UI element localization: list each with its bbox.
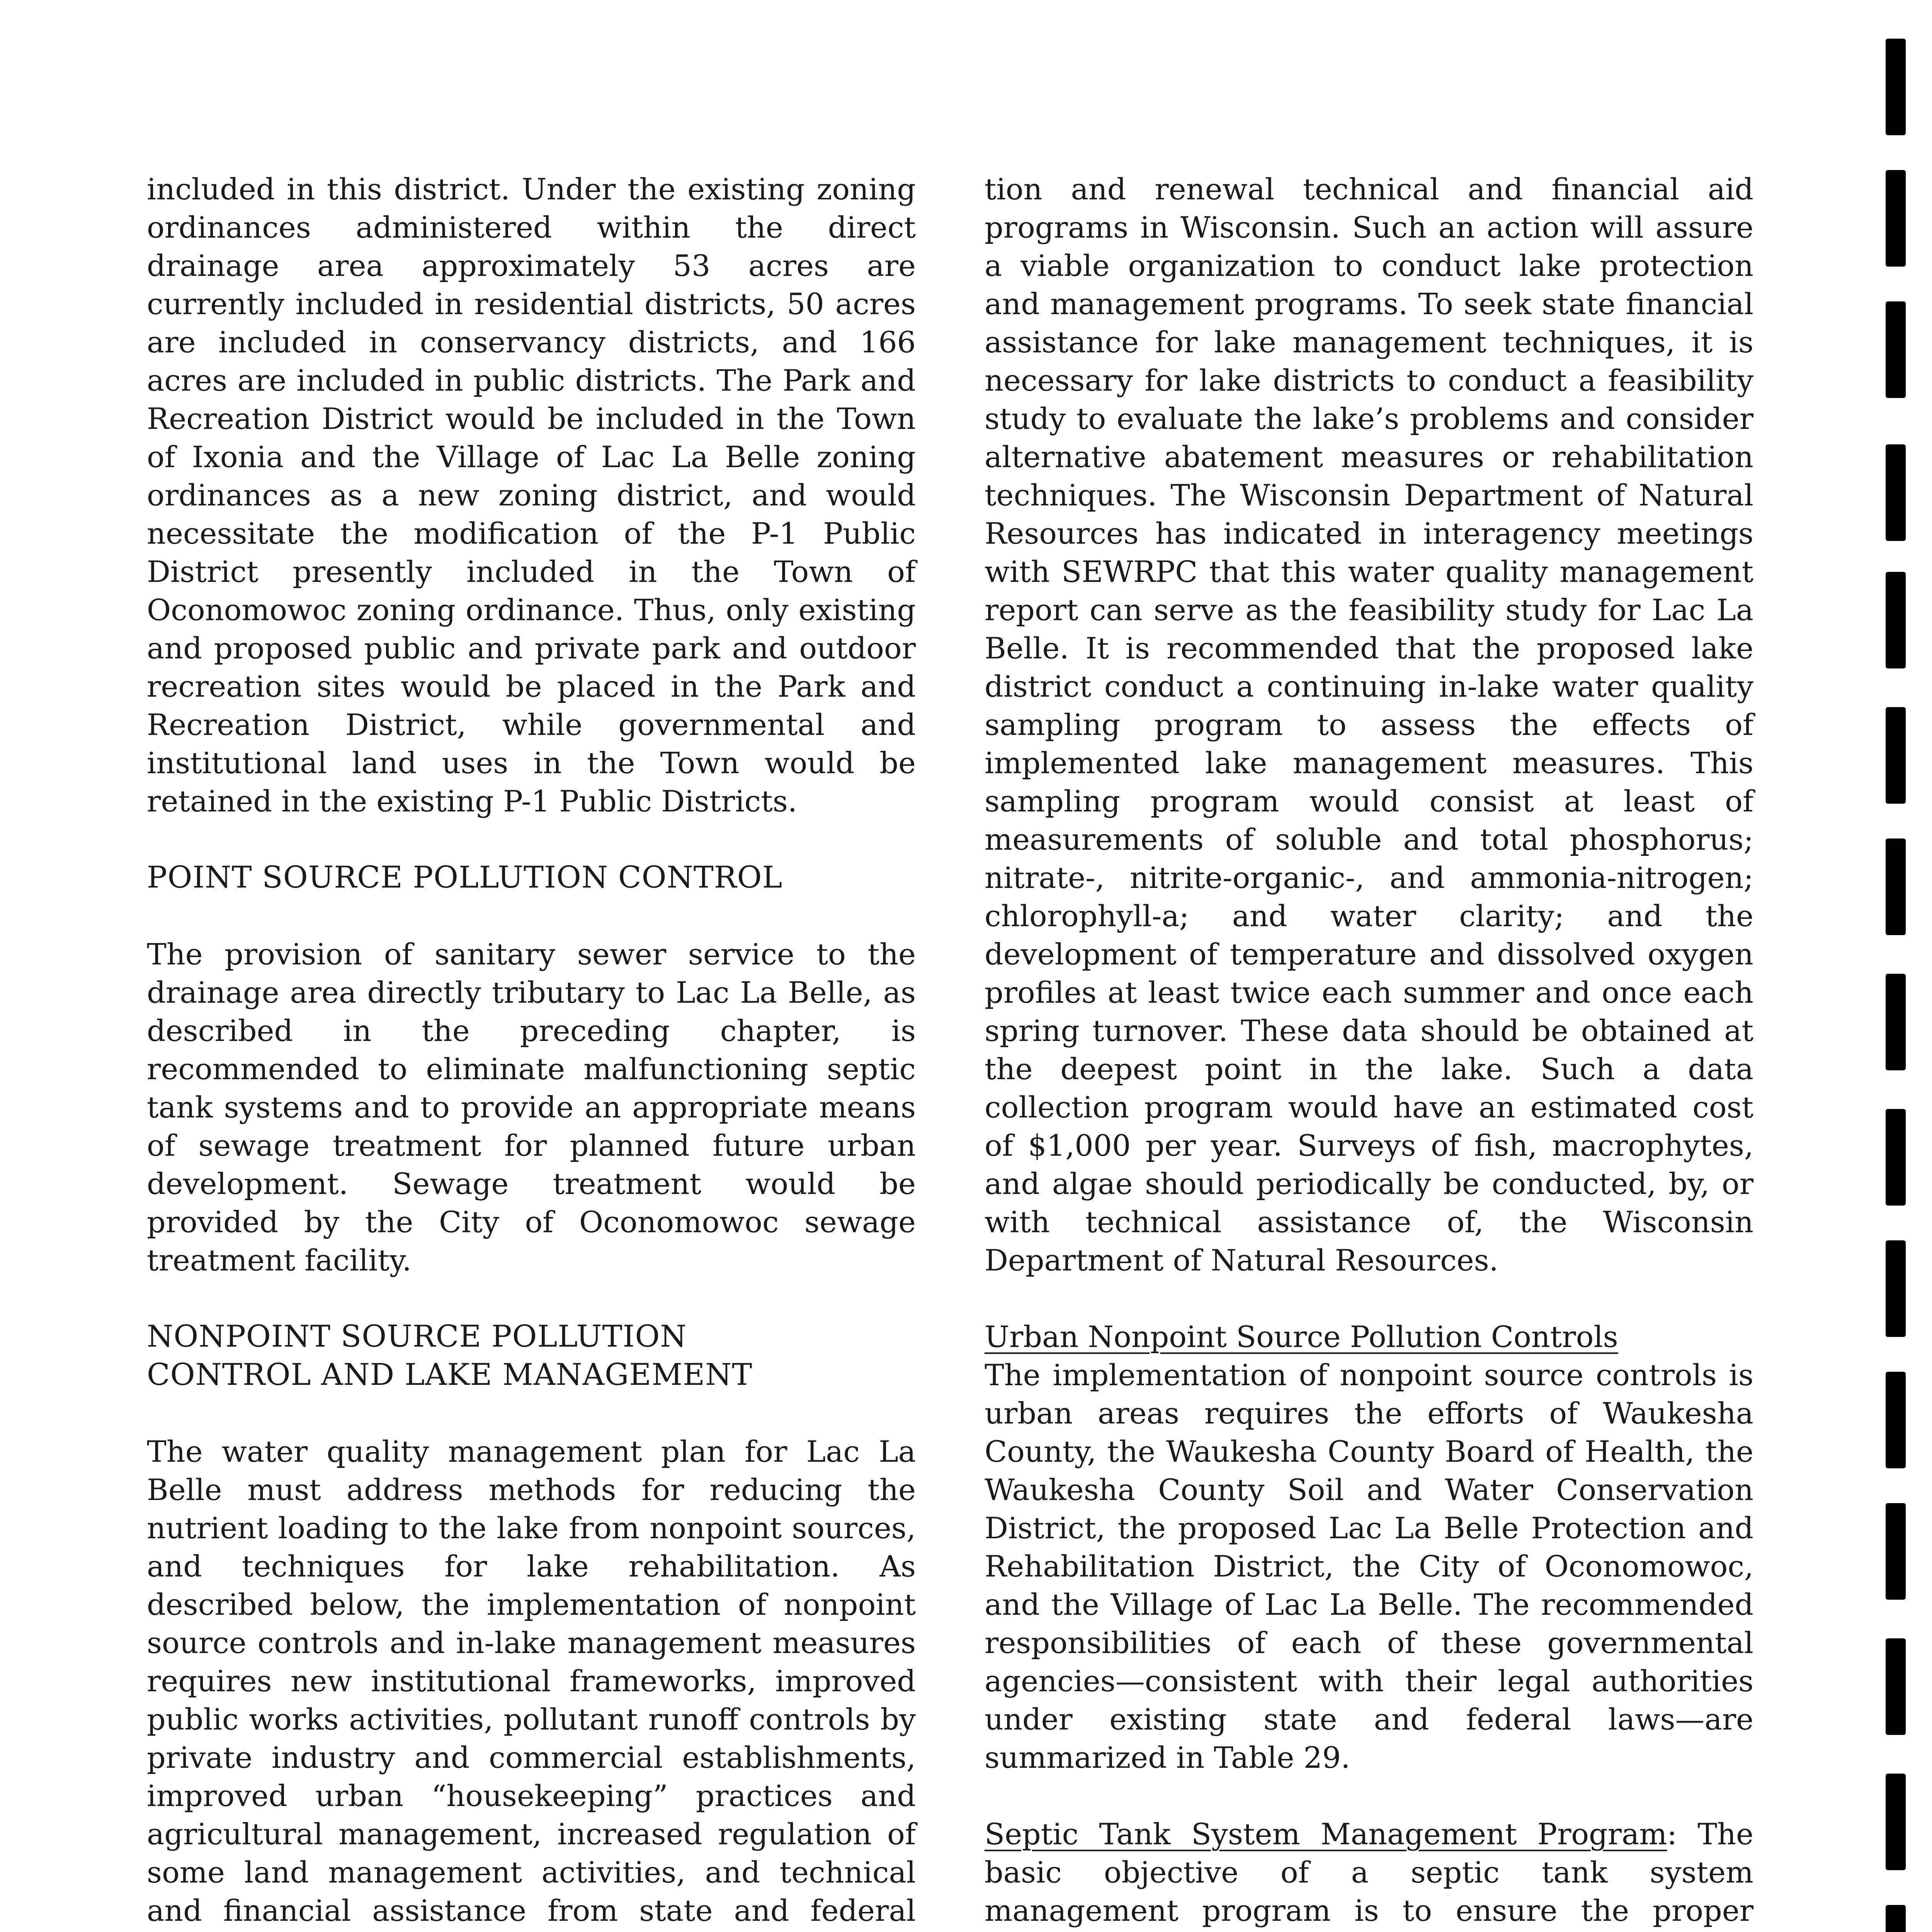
margin-mark	[1886, 572, 1906, 668]
point-source-paragraph: The provision of sanitary sewer service to the drainage area directly tributary to Lac La Belle, as described in the preceding chapter, is recommended to eliminate malfunctioning septic tank systems and to provide an appropriate means of sewage treatment for planned future urban development. Sewage treatment would be provided by the City of Oconomowoc sewage treatment facility.	[147, 937, 916, 1277]
section-heading-nonpoint-line1: NONPOINT SOURCE POLLUTION	[147, 1319, 687, 1354]
section-heading-nonpoint-line2: CONTROL AND LAKE MANAGEMENT	[147, 1357, 753, 1392]
section-heading-point-source: POINT SOURCE POLLUTION CONTROL	[147, 860, 783, 895]
margin-mark	[1886, 39, 1906, 135]
margin-mark	[1886, 1240, 1906, 1337]
margin-mark	[1886, 301, 1906, 398]
urban-nonpoint-paragraph: The implementation of nonpoint source controls is urban areas requires the efforts of Waukesha County, the Waukesha County Board of Health, the Waukesha County Soil and Water Conservation District, the proposed Lac La Belle Protection and Rehabilitation District, the City of Oconomowoc, and the Village of Lac La Belle. The recommended responsibilities of each of these governmental agencies—consistent with their legal authorities under existing state and federal laws—are summarized in Table 29.	[985, 1358, 1753, 1775]
right-column	[985, 170, 1753, 1932]
scan-margin-marks	[1886, 0, 1909, 1932]
septic-paragraph-text: : The basic objective of a septic tank system management program is to ensure the proper	[985, 1817, 1753, 1928]
septic-paragraph	[985, 1815, 1753, 1932]
margin-mark	[1886, 974, 1906, 1070]
margin-mark	[1886, 1503, 1906, 1600]
margin-mark	[1886, 1372, 1906, 1468]
intro-paragraph: included in this district. Under the existing zoning ordinances administered within the direct drainage area approximately 53 acres are currently included in residential districts, 50 acres are included in conservancy districts, and 166 acres are included in public districts. The Park and Recreation District would be included in the Town of Ixonia and the Village of Lac La Belle zoning ordinances as a new zoning district, and would necessitate the modification of the P-1 Public District presently included in the Town of Oconomowoc zoning ordinance. Thus, only existing and proposed public and private park and outdoor recreation sites would be placed in the Park and Recreation District, while governmental and institutional land uses in the Town would be retained in the existing P-1 Public Districts.	[147, 172, 916, 818]
margin-mark	[1886, 1774, 1906, 1870]
left-column	[147, 170, 916, 1932]
margin-mark	[1886, 838, 1906, 935]
margin-mark	[1886, 707, 1906, 804]
continued-paragraph: tion and renewal technical and financial aid programs in Wisconsin. Such an action will assure a viable organization to conduct lake protection and management programs. To seek state financial assistance for lake management techniques, it is necessary for lake districts to conduct a feasibility study to evaluate the lake’s problems and consider alternative abatement measures or rehabilitation techniques. The Wisconsin Department of Natural Resources has indicated in interagency meetings with SEWRPC that this water quality management report can serve as the feasibility study for Lac La Belle. It is recommended that the proposed lake district conduct a continuing in-lake water quality sampling program to assess the effects of implemented lake management measures. This sampling program would consist at least of measurements of soluble and total phosphorus; nitrate-, nitrite-organic-, and ammonia-nitrogen; chlorophyll-a; and water clarity; and the development of temperature and dissolved oxygen profiles at least twice each summer and once each spring turnover. These data should be obtained at the deepest point in the lake. Such a data collection program would have an estimated cost of $1,000 per year. Surveys of fish, macrophytes, and algae should periodically be conducted, by, or with technical assistance of, the Wisconsin Department of Natural Resources.	[985, 172, 1753, 1277]
margin-mark	[1886, 1109, 1906, 1206]
subheading-urban-nonpoint: Urban Nonpoint Source Pollution Controls	[985, 1320, 1618, 1354]
subheading-septic-program: Septic Tank System Management Program	[985, 1817, 1667, 1851]
margin-mark	[1886, 1905, 1906, 1932]
nonpoint-paragraph: The water quality management plan for Lac La Belle must address methods for reducing the nutrient loading to the lake from nonpoint sources, and techniques for lake rehabilitation. As described below, the implementation of nonpoint source controls and in-lake management measures requires new institutional frameworks, improved public works activities, pollutant runoff controls by private industry and commercial establishments, improved urban “housekeeping” practices and agricultural management, increased regulation of some land management activities, and technical and financial assistance from state and federal	[147, 1434, 916, 1928]
margin-mark	[1886, 170, 1906, 267]
margin-mark	[1886, 444, 1906, 541]
margin-mark	[1886, 1638, 1906, 1735]
